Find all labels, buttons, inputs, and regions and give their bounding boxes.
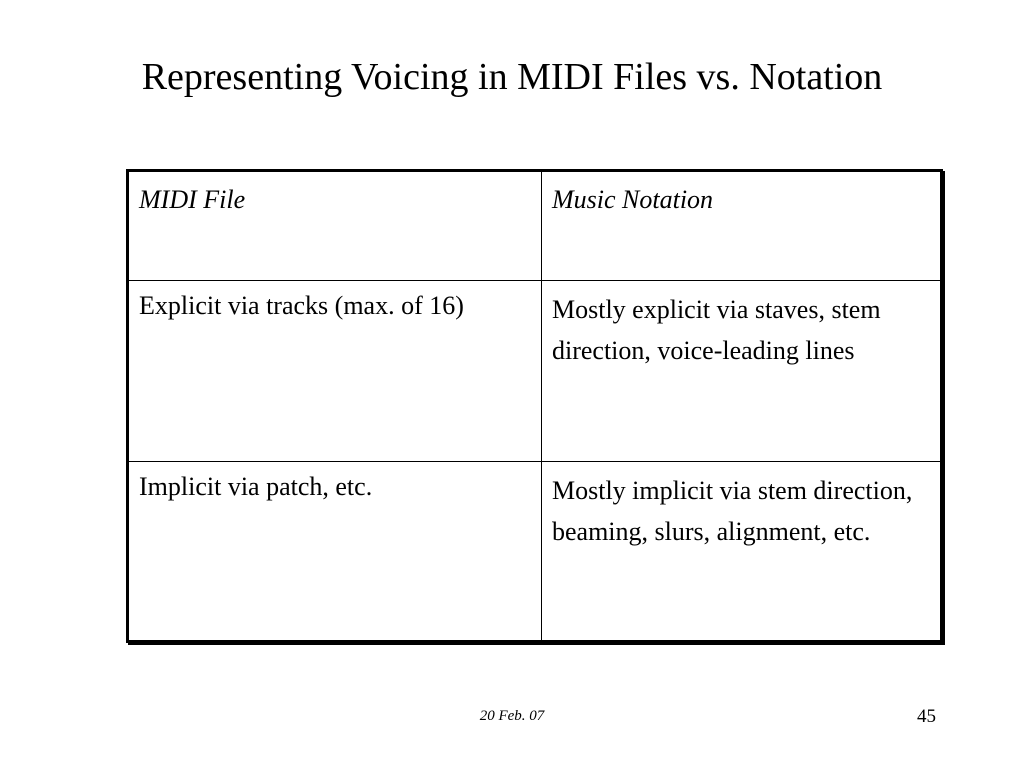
table-cell: Implicit via patch, etc.: [128, 462, 542, 642]
table-row: [128, 462, 942, 642]
slide-title: Representing Voicing in MIDI Files vs. Notation: [141, 56, 883, 98]
footer-date: 20 Feb. 07: [479, 708, 545, 724]
table-cell: Mostly implicit via stem direction, beaming, slurs, alignment, etc.: [542, 462, 942, 642]
comparison-table: [126, 169, 943, 643]
table-cell: Explicit via tracks (max. of 16): [128, 281, 542, 462]
table-header-row: [128, 171, 942, 281]
table-cell: Mostly explicit via staves, stem direction, voice-leading lines: [542, 281, 942, 462]
table-row: [128, 281, 942, 462]
page-number: 45: [917, 706, 936, 727]
header-cell-music-notation: Music Notation: [542, 171, 942, 281]
header-cell-midi-file: MIDI File: [128, 171, 542, 281]
